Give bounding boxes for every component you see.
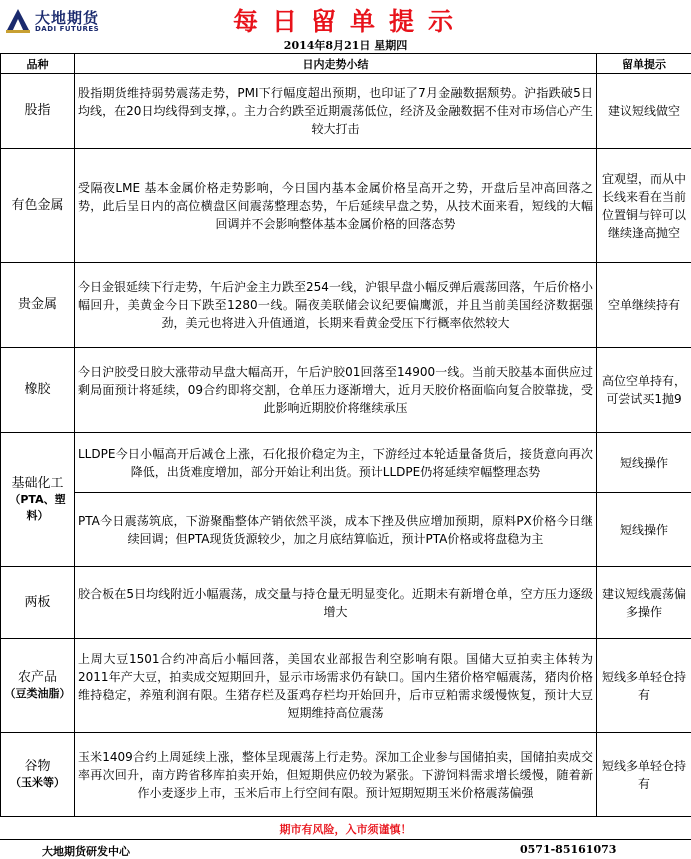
report-date: 2014年8月21日 星期四 — [0, 37, 691, 53]
row-summary: PTA今日震荡筑底，下游聚酯整体产销依然平淡，成本下挫及供应增加预期，原料PX价格今日继续回调；但PTA现货货源较少，加之月底结算临近，预计PTA价格或将盘稳为主 — [75, 493, 597, 567]
row-category: 贵金属 — [1, 263, 75, 348]
row-advice: 建议短线震荡偏多操作 — [597, 567, 691, 639]
row-summary: 胶合板在5日均线附近小幅震荡，成交量与持仓量无明显变化。近期未有新增仓单，空方压力逐级增大 — [75, 567, 597, 639]
row-advice: 短线操作 — [597, 493, 691, 567]
footer-organization: 大地期货研发中心 — [42, 843, 130, 859]
row-summary: LLDPE今日小幅高开后减仓上涨，石化报价稳定为主，下游经过本轮适量备货后，接货意向再次降低，出货难度增加，部分开始让利出货。预计LLDPE仍将延续窄幅整理态势 — [75, 433, 597, 493]
table-row — [1, 493, 691, 567]
row-summary: 今日沪胶受日胶大涨带动早盘大幅高开，午后沪胶01回落至14900一线。当前天胶基本面供应过剩局面预计将延续，09合约即将交割，仓单压力逐渐增大，近月天胶价格面临向复合胶靠拢，受此影响近期胶价将继续承压 — [75, 348, 597, 433]
row-category: 谷物 （玉米等） — [1, 733, 75, 817]
table-row — [1, 433, 691, 493]
row-advice: 建议短线做空 — [597, 74, 691, 149]
table-row — [1, 263, 691, 348]
row-summary: 股指期货维持弱势震荡走势，PMI下行幅度超出预期，也印证了7月金融数据颓势。沪指跌破5日均线，在20日均线得到支撑，。主力合约跌至近期震荡低位，经济及金融数据不佳对市场信心产生较大打击 — [75, 74, 597, 149]
column-header-category: 品种 — [1, 54, 75, 74]
row-advice: 短线多单轻仓持有 — [597, 733, 691, 817]
row-advice: 空单继续持有 — [597, 263, 691, 348]
footer-phone: 0571-85161073 — [520, 843, 616, 856]
row-category-sub: （豆类油脂） — [4, 686, 71, 702]
table-row — [1, 348, 691, 433]
row-category: 农产品 （豆类油脂） — [1, 639, 75, 733]
table-row — [1, 733, 691, 817]
column-header-advice: 留单提示 — [597, 54, 691, 74]
row-summary: 今日金银延续下行走势，午后沪金主力跌至254一线，沪银早盘小幅反弹后震荡回落，午后价格小幅回升，美黄金今日下跌至1280一线。隔夜美联储会议纪要偏鹰派，并且当前美国经济数据强劲，美元也将进入升值通道，长期来看黄金受压下行概率依然较大 — [75, 263, 597, 348]
advice-table — [0, 53, 691, 817]
footer — [0, 839, 691, 859]
row-category: 股指 — [1, 74, 75, 149]
row-advice: 宜观望，而从中长线来看在当前位置铜与锌可以继续逢高抛空 — [597, 149, 691, 263]
row-category: 两板 — [1, 567, 75, 639]
row-category-sub: （PTA、塑料） — [4, 492, 71, 524]
risk-warning: 期市有风险，入市须谨慎！ — [0, 821, 691, 839]
row-advice: 短线多单轻仓持有 — [597, 639, 691, 733]
row-advice: 短线操作 — [597, 433, 691, 493]
row-category: 有色金属 — [1, 149, 75, 263]
row-summary: 上周大豆1501合约冲高后小幅回落，美国农业部报告利空影响有限。国储大豆拍卖主体转为2011年产大豆，拍卖成交短期回升，显示市场需求仍有缺口。国内生猪价格窄幅震荡，猪肉价格维持稳定，养殖利润有限。生猪存栏及蛋鸡存栏均开始回升，后市豆粕需求缓慢恢复，预计大豆短期维持高位震荡 — [75, 639, 597, 733]
logo-chinese-name: 大地期货 — [35, 7, 99, 28]
logo-english-name: DADI FUTURES — [35, 25, 99, 33]
header — [0, 0, 691, 40]
column-header-summary: 日内走势小结 — [75, 54, 597, 74]
row-category: 基础化工 （PTA、塑料） — [1, 433, 75, 567]
row-category-sub: （玉米等） — [4, 775, 71, 791]
row-category: 橡胶 — [1, 348, 75, 433]
table-row — [1, 149, 691, 263]
table-row — [1, 639, 691, 733]
dadi-logo-icon — [4, 6, 32, 34]
table-row — [1, 74, 691, 149]
page-title: 每日留单提示 — [205, 2, 495, 38]
row-summary: 玉米1409合约上周延续上涨，整体呈现震荡上行走势。深加工企业参与国储拍卖，国储拍卖成交率再次回升，南方跨省移库拍卖开始，但短期供应仍较为紧张。下游饲料需求增长缓慢，随着新作小麦逐步上市，玉米后市上行空间有限。预计短期短期玉米价格震荡偏强 — [75, 733, 597, 817]
row-advice: 高位空单持有，可尝试买1抛9 — [597, 348, 691, 433]
company-logo — [4, 6, 124, 36]
table-header-row — [1, 54, 691, 74]
row-summary: 受隔夜LME 基本金属价格走势影响，今日国内基本金属价格呈高开之势，开盘后呈冲高回落之势，此后呈日内的高位横盘区间震荡整理态势，午后延续早盘之势，从技术面来看，短线的大幅回调并不会影响整体基本金属价格的回落态势 — [75, 149, 597, 263]
table-row — [1, 567, 691, 639]
